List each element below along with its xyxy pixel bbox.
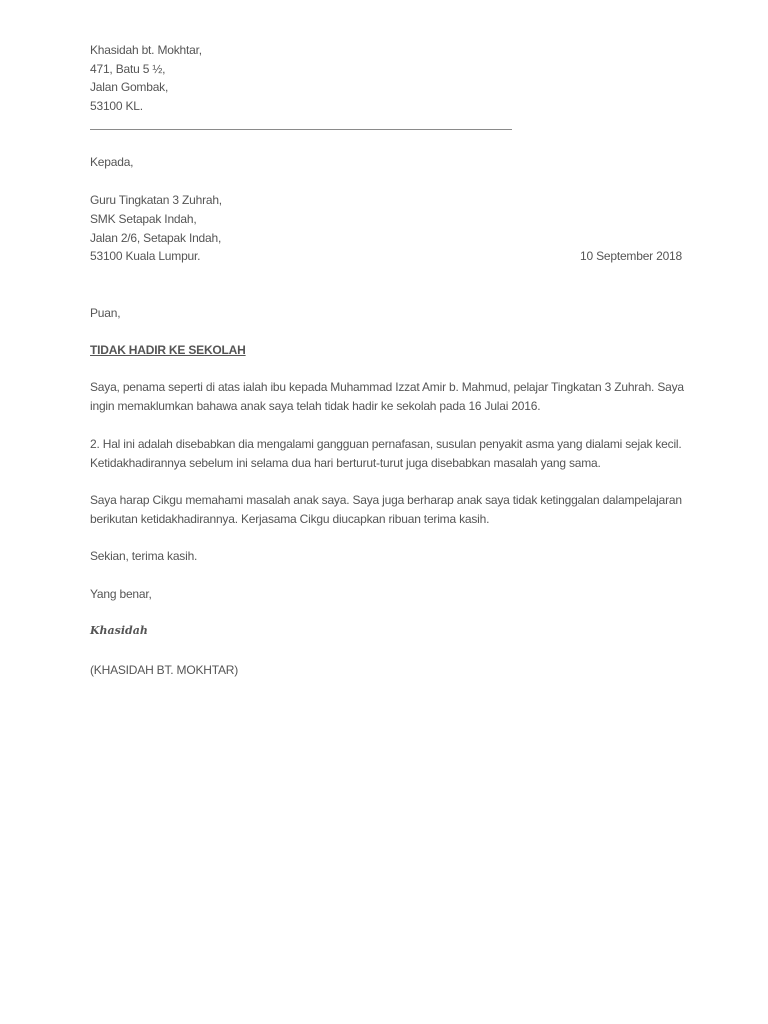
address-divider [90,129,512,130]
paragraph-line: Saya, penama seperti di atas ialah ibu kepada Muhammad Izzat Amir b. Mahmud, pelajar Tingkatan 3 Zuhrah. Saya [90,380,684,394]
signature: Khasidah [90,624,148,637]
sender-name: Khasidah bt. Mokhtar, [90,43,202,57]
closing-sincerely: Yang benar, [90,587,152,601]
paragraph-line: berikutan ketidakhadirannya. Kerjasama Cikgu diucapkan ribuan terima kasih. [90,512,490,526]
closing-thanks: Sekian, terima kasih. [90,549,198,563]
recipient-address-line: Jalan 2/6, Setapak Indah, [90,231,222,245]
letter-subject: TIDAK HADIR KE SEKOLAH [90,343,246,357]
sender-address-line: 53100 KL. [90,99,143,113]
sender-address-line: 471, Batu 5 ½, [90,62,166,76]
recipient-salutation: Kepada, [90,155,134,169]
paragraph-line: 2. Hal ini adalah disebabkan dia mengalami gangguan pernafasan, susulan penyakit asma yang dialami sejak kecil. [90,437,682,451]
recipient-address-line: SMK Setapak Indah, [90,212,197,226]
paragraph-line: Ketidakhadirannya sebelum ini selama dua hari berturut-turut juga disebabkan masalah yang sama. [90,456,601,470]
letter-date: 10 September 2018 [579,249,682,263]
sender-address-line: Jalan Gombak, [90,80,169,94]
printed-name: (KHASIDAH BT. MOKHTAR) [90,663,239,677]
greeting: Puan, [90,306,121,320]
recipient-address-line: Guru Tingkatan 3 Zuhrah, [90,193,222,207]
recipient-address-line: 53100 Kuala Lumpur. [90,249,201,263]
paragraph-line: ingin memaklumkan bahawa anak saya telah tidak hadir ke sekolah pada 16 Julai 2016. [90,399,541,413]
paragraph-line: Saya harap Cikgu memahami masalah anak saya. Saya juga berharap anak saya tidak ketinggalan dalampelajaran [90,493,682,507]
